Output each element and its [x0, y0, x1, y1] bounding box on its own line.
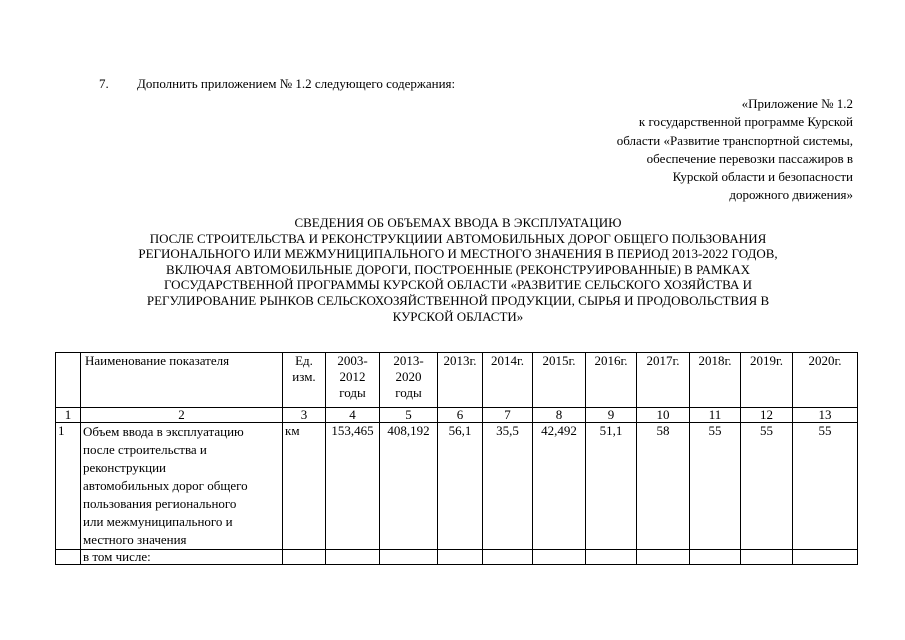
- value-cell: [533, 550, 586, 565]
- column-number: 5: [380, 408, 438, 423]
- unit-cell: км: [283, 423, 326, 550]
- appendix-line: области «Развитие транспортной системы,: [616, 132, 853, 148]
- section-item: [99, 76, 455, 92]
- title-line: КУРСКОЙ ОБЛАСТИ»: [392, 308, 524, 324]
- header-cell: 2013г.: [438, 353, 483, 408]
- column-number: 8: [533, 408, 586, 423]
- header-line: изм.: [292, 369, 316, 384]
- unit-cell: [283, 550, 326, 565]
- row-number: 1: [56, 423, 81, 550]
- value-cell: 153,465: [326, 423, 380, 550]
- appendix-line: к государственной программе Курской: [638, 114, 853, 130]
- indicator-line: после строительства и: [83, 442, 207, 457]
- appendix-line: обеспечение перевозки пассажиров в: [646, 150, 853, 166]
- header-cell: Наименование показателя: [81, 353, 283, 408]
- header-cell: 2020г.: [793, 353, 858, 408]
- header-line: 2013-: [393, 353, 424, 368]
- column-number: 4: [326, 408, 380, 423]
- indicator-line: реконструкции: [83, 460, 167, 475]
- value-cell: [741, 550, 793, 565]
- appendix-note: [617, 95, 853, 205]
- column-number: 11: [690, 408, 741, 423]
- appendix-line: Курской области и безопасности: [672, 169, 853, 185]
- value-cell: [326, 550, 380, 565]
- header-line: годы: [395, 385, 422, 400]
- value-cell: [793, 550, 858, 565]
- column-number: 3: [283, 408, 326, 423]
- header-cell: 2018г.: [690, 353, 741, 408]
- table-header-row: [56, 353, 858, 408]
- value-cell: 55: [741, 423, 793, 550]
- indicator-name: в том числе:: [81, 550, 283, 565]
- value-cell: 35,5: [483, 423, 533, 550]
- column-number: 12: [741, 408, 793, 423]
- header-cell: 2019г.: [741, 353, 793, 408]
- value-cell: 56,1: [438, 423, 483, 550]
- table-row: [56, 423, 858, 550]
- item-text: Дополнить приложением № 1.2 следующего содержания:: [137, 76, 456, 91]
- data-table: [55, 352, 858, 565]
- value-cell: 55: [793, 423, 858, 550]
- table-row: [56, 550, 858, 565]
- indicator-line: пользования регионального: [83, 496, 237, 511]
- title-line: ГОСУДАРСТВЕННОЙ ПРОГРАММЫ КУРСКОЙ ОБЛАСТИ «РАЗВИТИЕ СЕЛЬСКОГО ХОЗЯЙСТВА И: [163, 277, 753, 293]
- header-cell: [283, 353, 326, 408]
- header-cell: 2014г.: [483, 353, 533, 408]
- value-cell: [380, 550, 438, 565]
- appendix-line: «Приложение № 1.2: [741, 96, 853, 111]
- value-cell: [690, 550, 741, 565]
- header-line: 2003-: [337, 353, 368, 368]
- value-cell: [637, 550, 690, 565]
- document-title: [58, 215, 858, 324]
- header-cell: [56, 353, 81, 408]
- column-number: 6: [438, 408, 483, 423]
- header-line: Ед.: [295, 353, 313, 368]
- column-number: 7: [483, 408, 533, 423]
- header-cell: 2016г.: [586, 353, 637, 408]
- indicator-line: местного значения: [83, 532, 187, 547]
- indicator-line: Объем ввода в эксплуатацию: [83, 424, 244, 439]
- column-number: 1: [56, 408, 81, 423]
- header-cell: [380, 353, 438, 408]
- column-number: 13: [793, 408, 858, 423]
- value-cell: 408,192: [380, 423, 438, 550]
- indicator-name: [81, 423, 283, 550]
- title-line: СВЕДЕНИЯ ОБ ОБЪЕМАХ ВВОДА В ЭКСПЛУАТАЦИЮ: [294, 215, 622, 230]
- appendix-line: дорожного движения»: [729, 187, 853, 203]
- value-cell: 55: [690, 423, 741, 550]
- header-cell: [326, 353, 380, 408]
- value-cell: 42,492: [533, 423, 586, 550]
- column-number-row: [56, 408, 858, 423]
- header-cell: 2017г.: [637, 353, 690, 408]
- header-cell: 2015г.: [533, 353, 586, 408]
- indicator-line: или межмуниципального и: [83, 514, 233, 529]
- item-number: 7.: [99, 76, 109, 91]
- value-cell: [483, 550, 533, 565]
- value-cell: 51,1: [586, 423, 637, 550]
- title-line: РЕГУЛИРОВАНИЕ РЫНКОВ СЕЛЬСКОХОЗЯЙСТВЕННОЙ ПРОДУКЦИИ, СЫРЬЯ И ПРОДОВОЛЬСТВИЯ В: [146, 292, 770, 308]
- title-line: ПОСЛЕ СТРОИТЕЛЬСТВА И РЕКОНСТРУКЦИИИ АВТОМОБИЛЬНЫХ ДОРОГ ОБЩЕГО ПОЛЬЗОВАНИЯ: [149, 230, 767, 246]
- column-number: 2: [81, 408, 283, 423]
- value-cell: [586, 550, 637, 565]
- title-line: ВКЛЮЧАЯ АВТОМОБИЛЬНЫЕ ДОРОГИ, ПОСТРОЕННЫЕ (РЕКОНСТРУИРОВАННЫЕ) В РАМКАХ: [165, 261, 751, 277]
- header-line: 2020: [395, 369, 422, 384]
- title-line: РЕГИОНАЛЬНОГО ИЛИ МЕЖМУНИЦИПАЛЬНОГО И МЕСТНОГО ЗНАЧЕНИЯ В ПЕРИОД 2013-2022 ГОДОВ,: [138, 246, 778, 262]
- header-line: 2012: [339, 369, 366, 384]
- column-number: 10: [637, 408, 690, 423]
- value-cell: 58: [637, 423, 690, 550]
- row-number: [56, 550, 81, 565]
- indicator-line: автомобильных дорог общего: [83, 478, 248, 493]
- value-cell: [438, 550, 483, 565]
- column-number: 9: [586, 408, 637, 423]
- header-line: годы: [339, 385, 366, 400]
